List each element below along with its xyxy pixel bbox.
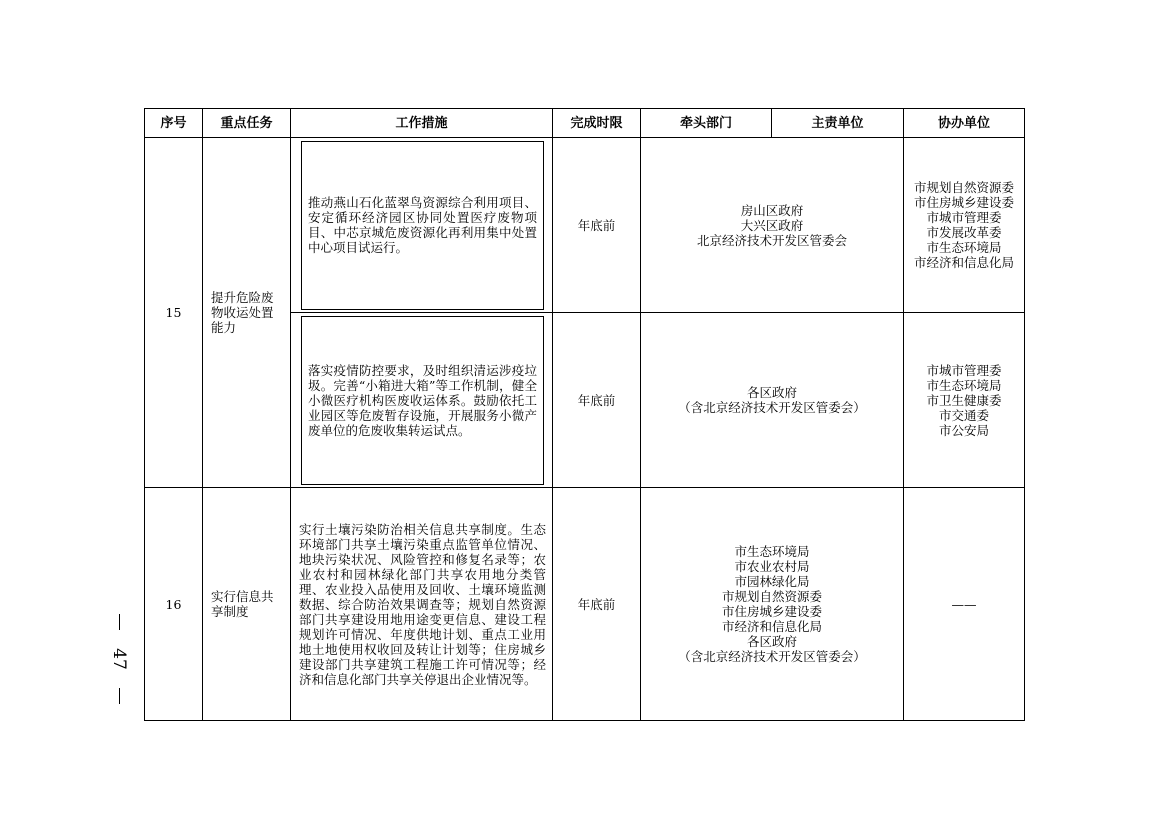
measure-box [301,141,544,310]
assist-unit: 市城市管理委 [926,362,1002,378]
lead-unit: 市规划自然资源委 [721,589,822,604]
assist-unit: 市卫生健康委 [926,392,1002,408]
assist-unit: 市规划自然资源委 [913,180,1014,195]
assist-unit: 市交通委 [938,407,989,423]
row-deadline: 年底前 [553,313,641,488]
assist-unit: 市城市管理委 [926,210,1002,225]
row-measure [291,488,553,721]
measure-text: 落实疫情防控要求，及时组织清运涉疫垃圾。完善“小箱进大箱”等工作机制，健全小微医疗机构医废收运体系。鼓励依托工业园区等危废暂存设施，开展服务小微产废单位的危废收集转运试点。 [308,362,537,438]
lead-unit: 市生态环境局 [734,544,810,559]
assist-dash: —— [951,596,977,612]
header-seq: 序号 [145,109,203,138]
lead-unit: 北京经济技术开发区管委会 [696,232,847,248]
header-measure: 工作措施 [291,109,553,138]
header-task: 重点任务 [203,109,291,138]
row-assist [904,313,1025,488]
lead-unit: 市农业农村局 [734,559,810,574]
lead-unit: 大兴区政府 [740,217,804,233]
lead-unit: 市住房城乡建设委 [721,604,822,619]
header-responsible: 主责单位 [772,109,904,138]
row-deadline: 年底前 [553,488,641,721]
table-row [145,138,1025,313]
row-measure [291,313,553,488]
row-assist [904,488,1025,721]
measure-text: 推动燕山石化蓝翠鸟资源综合利用项目、安定循环经济园区协同处置医疗废物项目、中芯京城危废资源化再利用集中处置中心项目试运行。 [308,195,537,255]
assist-unit: 市生态环境局 [926,377,1002,393]
measure-box [301,316,544,485]
lead-unit: （含北京经济技术开发区管委会） [678,649,866,664]
header-row [145,109,1025,138]
row-measure [291,138,553,313]
row-task: 提升危险废物收运处置能力 [203,138,291,488]
measure-text: 实行土壤污染防治相关信息共享制度。生态环境部门共享土壤污染重点监管单位情况、地块污染状况、风险管控和修复名录等；农业农村和园林绿化部门共享农用地分类管理、农业投入品使用及回收、土壤环境监测数据、综合防治效果调查等；规划自然资源部门共享建设用地用途变更信息、建设工程规划许可情况、年度供地计划、重点工业用地土地使用权收回及转让计划等；住房城乡建设部门共享建筑工程施工许可情况等；经济和信息化部门共享关停退出企业情况等。 [299,521,546,687]
assist-unit: 市经济和信息化局 [913,255,1014,270]
row-lead [641,488,904,721]
header-deadline: 完成时限 [553,109,641,138]
task-table [144,108,1025,721]
row-lead [641,138,904,313]
lead-unit: 市经济和信息化局 [721,619,822,634]
assist-unit: 市生态环境局 [926,240,1002,255]
lead-unit: 各区政府 [746,385,797,400]
lead-unit: （含北京经济技术开发区管委会） [678,400,866,415]
header-lead: 牵头部门 [641,109,772,138]
assist-unit: 市住房城乡建设委 [913,195,1014,210]
table-row [145,488,1025,721]
lead-unit: 市园林绿化局 [734,574,810,589]
page-number [104,614,134,704]
row-assist [904,138,1025,313]
row-task: 实行信息共享制度 [203,488,291,721]
lead-unit: 房山区政府 [740,202,804,218]
row-seq: 16 [145,488,203,721]
row-lead [641,313,904,488]
page-number-text: 47 [108,648,129,670]
page-number-rule-top [119,614,120,630]
page-number-rule-bottom [119,688,120,704]
assist-unit: 市发展改革委 [926,225,1002,240]
row-seq: 15 [145,138,203,488]
assist-unit: 市公安局 [938,422,989,438]
header-assist: 协办单位 [904,109,1025,138]
lead-unit: 各区政府 [746,634,797,649]
row-deadline: 年底前 [553,138,641,313]
